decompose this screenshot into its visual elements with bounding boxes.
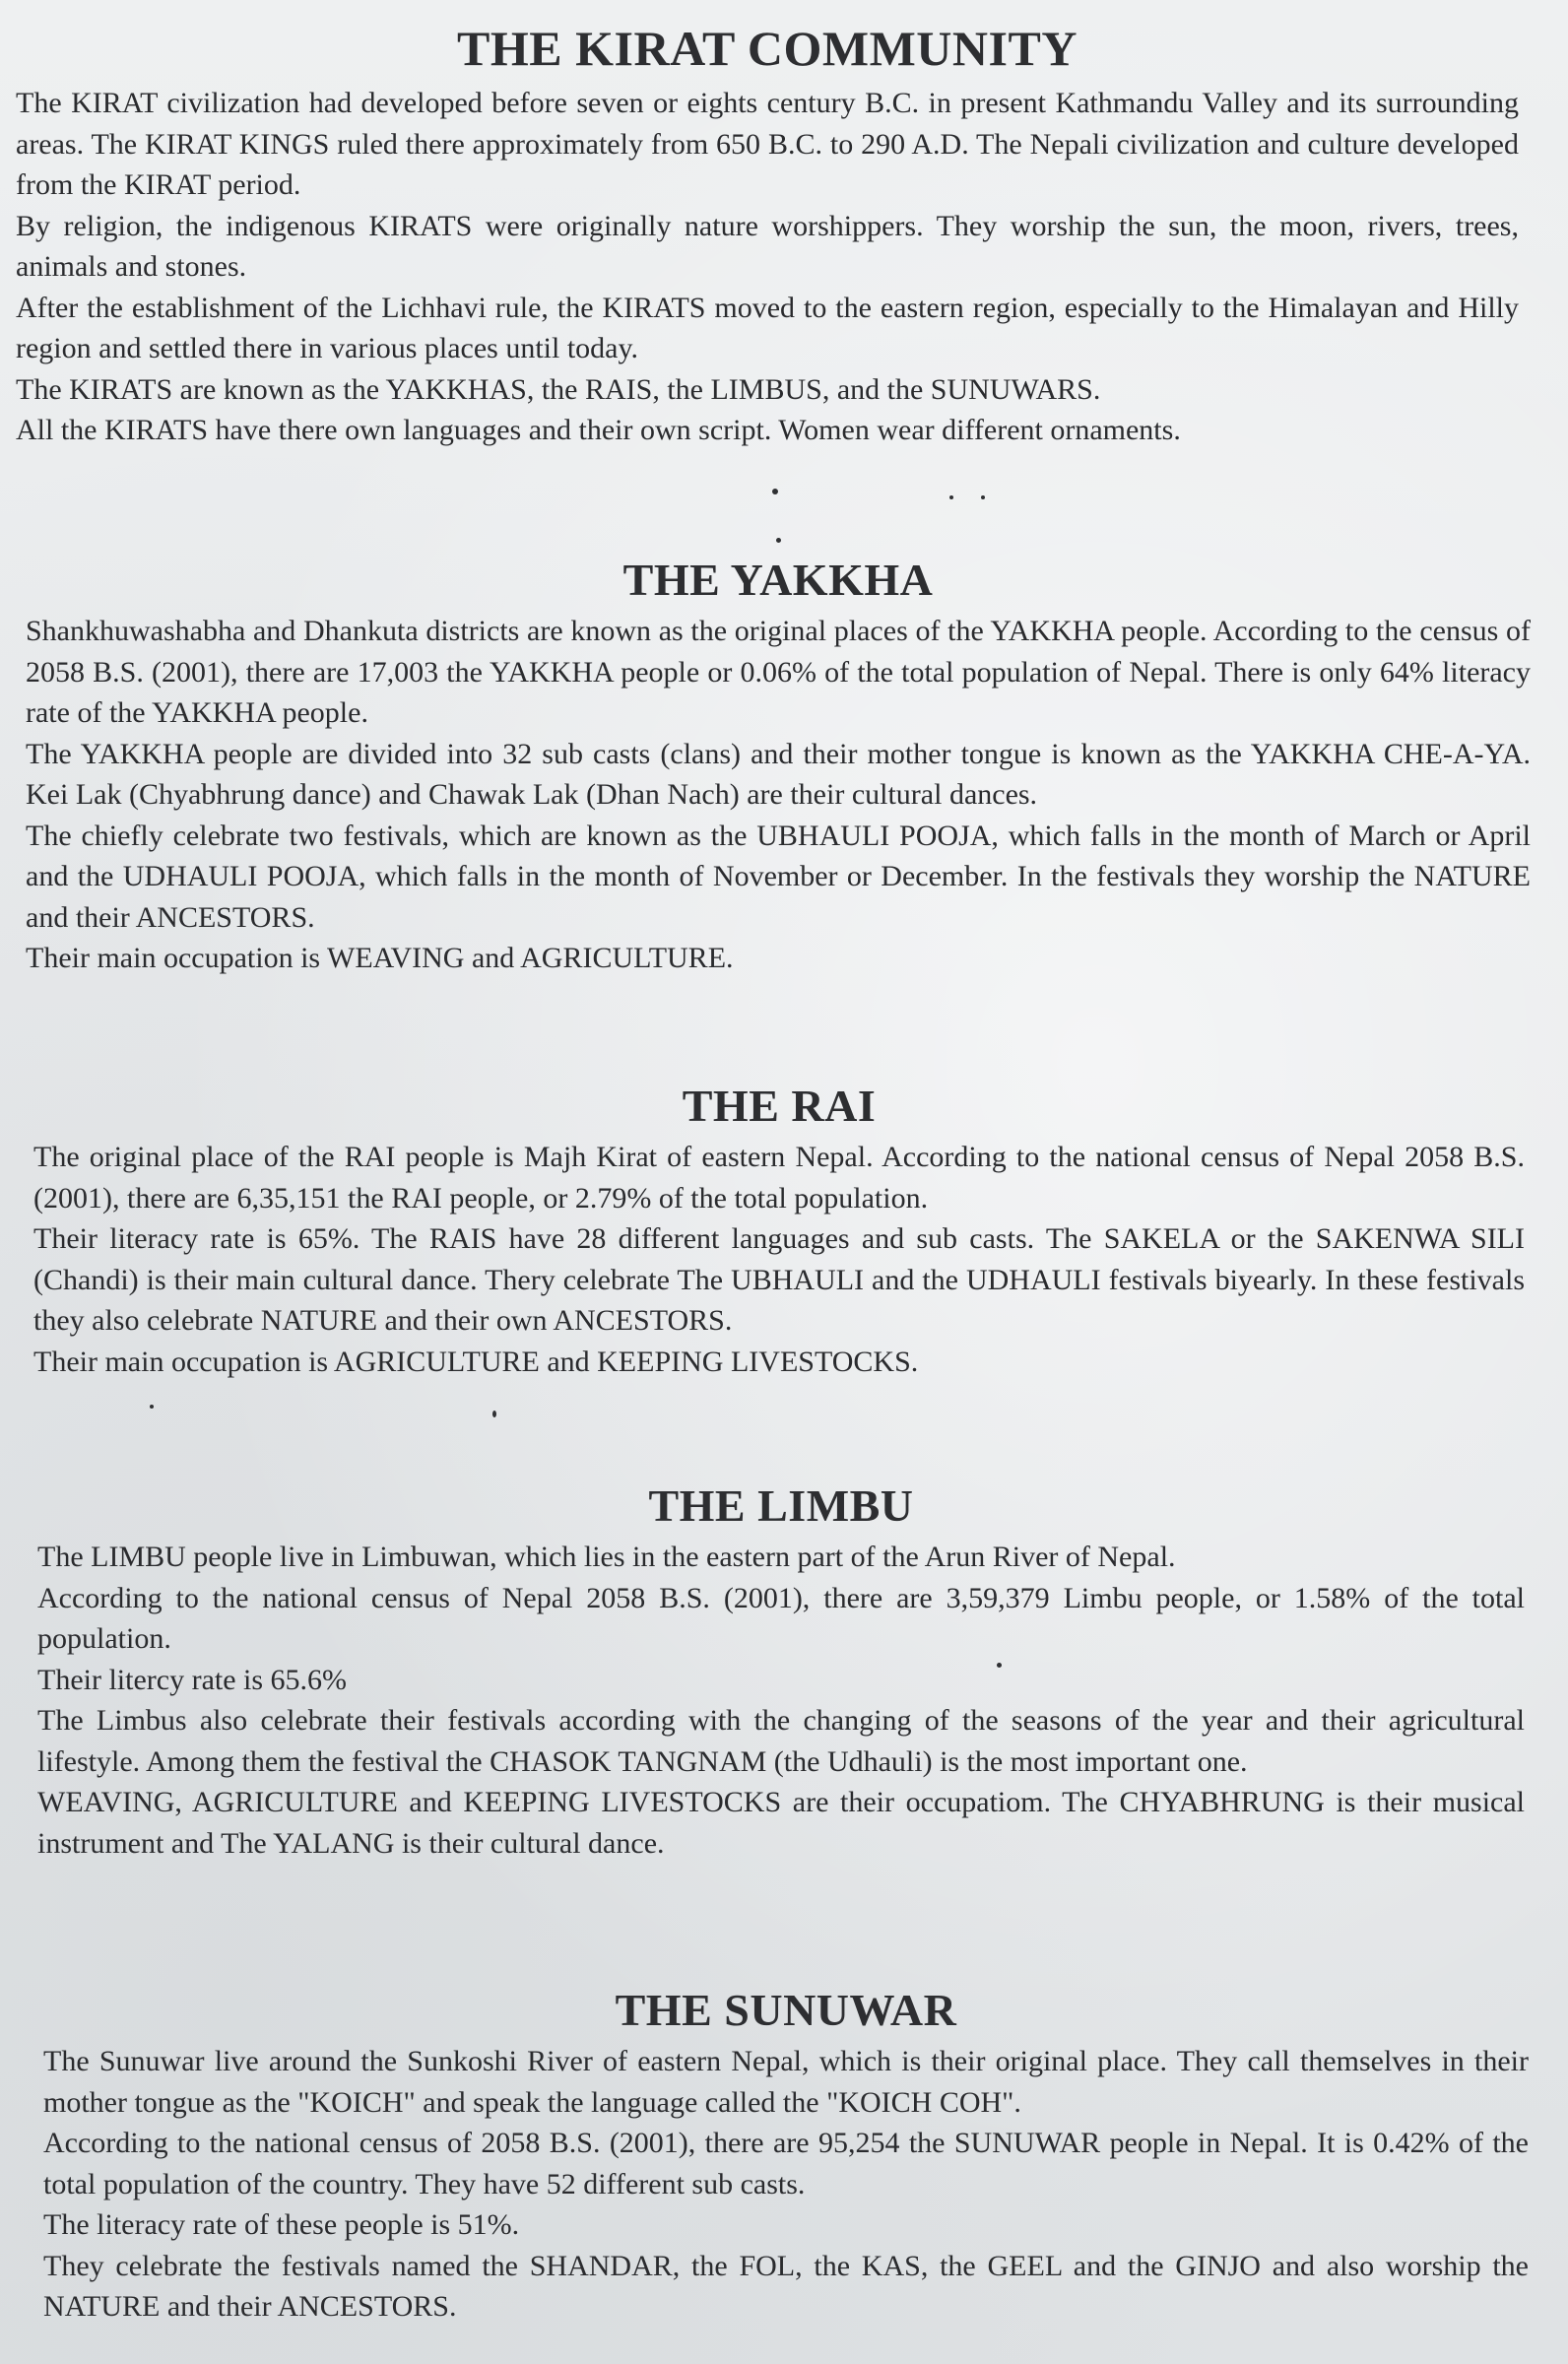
paragraph: All the KIRATS have there own languages and their own script. Women wear different ornaments. — [16, 414, 1181, 446]
paragraph: The literacy rate of these people is 51%. — [43, 2208, 520, 2241]
paragraph: According to the national census of 2058 B.S. (2001), there are 95,254 the SUNUWAR people in Nepal. It is 0.42% of the total population of the country. They have 52 different sub casts. — [43, 2127, 1529, 2200]
paragraph: The KIRATS are known as the YAKKHAS, the RAIS, the LIMBUS, and the SUNUWARS. — [16, 372, 1101, 406]
paragraph: The LIMBU people live in Limbuwan, which lies in the eastern part of the Arun River of Nepal. — [37, 1541, 1176, 1573]
section-title: THE SUNUWAR — [615, 1985, 957, 2035]
paragraph: WEAVING, AGRICULTURE and KEEPING LIVESTOCKS are their occupatiom. The CHYABHRUNG is their musical instrument and The YALANG is their cultural dance. — [37, 1786, 1525, 1860]
decorative-dot — [772, 489, 778, 494]
decorative-dot — [981, 495, 985, 499]
section-yakkha — [0, 550, 1568, 979]
section-title: THE RAI — [682, 1081, 877, 1131]
decorative-dot — [949, 495, 953, 499]
decorative-dot — [997, 1663, 1002, 1668]
section-title: THE KIRAT COMMUNITY — [457, 21, 1078, 76]
section-rai — [0, 1076, 1568, 1382]
section-kirat-community — [0, 18, 1568, 451]
paragraph: After the establishment of the Lichhavi rule, the KIRATS moved to the eastern region, especially to the Himalayan and Hilly region and settled there in various places until today. — [16, 291, 1519, 364]
paragraph: Their literacy rate is 65%. The RAIS have 28 different languages and sub casts. The SAKELA or the SAKENWA SILI (Chandi) is their main cultural dance. Thery celebrate The UBHAULI and the UDHAULI festivals biyearly. In these festivals they also celebrate NATURE and their own ANCESTORS. — [33, 1222, 1525, 1337]
paragraph: Their litercy rate is 65.6% — [37, 1663, 348, 1696]
paragraph: Their main occupation is AGRICULTURE and KEEPING LIVESTOCKS. — [33, 1345, 919, 1378]
paragraph: By religion, the indigenous KIRATS were originally nature worshippers. They worship the sun, the moon, rivers, trees, animals and stones. — [16, 209, 1519, 283]
paragraph: The Limbus also celebrate their festivals according with the changing of the seasons of the year and their agricultural lifestyle. Among them the festival the CHASOK TANGNAM (the Udhauli) is the most important one. — [37, 1704, 1525, 1778]
section-limbu — [0, 1476, 1568, 1864]
decorative-dot — [776, 538, 781, 543]
decorative-dot — [492, 1411, 496, 1417]
paragraph: The chiefly celebrate two festivals, which are known as the UBHAULI POOJA, which falls in the month of March or April and the UDHAULI POOJA, which falls in the month of November or December. In the festivals they worship the NATURE and their ANCESTORS. — [26, 819, 1531, 934]
paragraph: The KIRAT civilization had developed before seven or eights century B.C. in present Kathmandu Valley and its surrounding areas. The KIRAT KINGS ruled there approximately from 650 B.C. to 290 A.D. The Nepali civilization and culture developed from the KIRAT period. — [16, 87, 1519, 201]
paragraph: Their main occupation is WEAVING and AGRICULTURE. — [26, 942, 734, 974]
section-sunuwar — [0, 1980, 1568, 2328]
paragraph: Shankhuwashabha and Dhankuta districts are known as the original places of the YAKKHA people. According to the census of 2058 B.S. (2001), there are 17,003 the YAKKHA people or 0.06% of the total population of Nepal. There is only 64% literacy rate of the YAKKHA people. — [26, 615, 1531, 729]
paragraph: The YAKKHA people are divided into 32 sub casts (clans) and their mother tongue is known as the YAKKHA CHE-A-YA. Kei Lak (Chyabhrung dance) and Chawak Lak (Dhan Nach) are their cultural dances. — [26, 737, 1531, 811]
section-title: THE LIMBU — [648, 1480, 914, 1531]
decorative-dot — [150, 1405, 154, 1409]
paragraph: The original place of the RAI people is Majh Kirat of eastern Nepal. According to the national census of Nepal 2058 B.S.(2001), there are 6,35,151 the RAI people, or 2.79% of the total population. — [33, 1141, 1525, 1215]
paragraph: According to the national census of Nepal 2058 B.S. (2001), there are 3,59,379 Limbu people, or 1.58% of the total population. — [37, 1581, 1525, 1655]
paragraph: The Sunuwar live around the Sunkoshi River of eastern Nepal, which is their original place. They call themselves in their mother tongue as the "KOICH" and speak the language called the "KOICH COH". — [43, 2045, 1529, 2119]
paragraph: They celebrate the festivals named the SHANDAR, the FOL, the KAS, the GEEL and the GINJO and also worship the NATURE and their ANCESTORS. — [43, 2249, 1529, 2323]
section-title: THE YAKKHA — [622, 555, 934, 605]
